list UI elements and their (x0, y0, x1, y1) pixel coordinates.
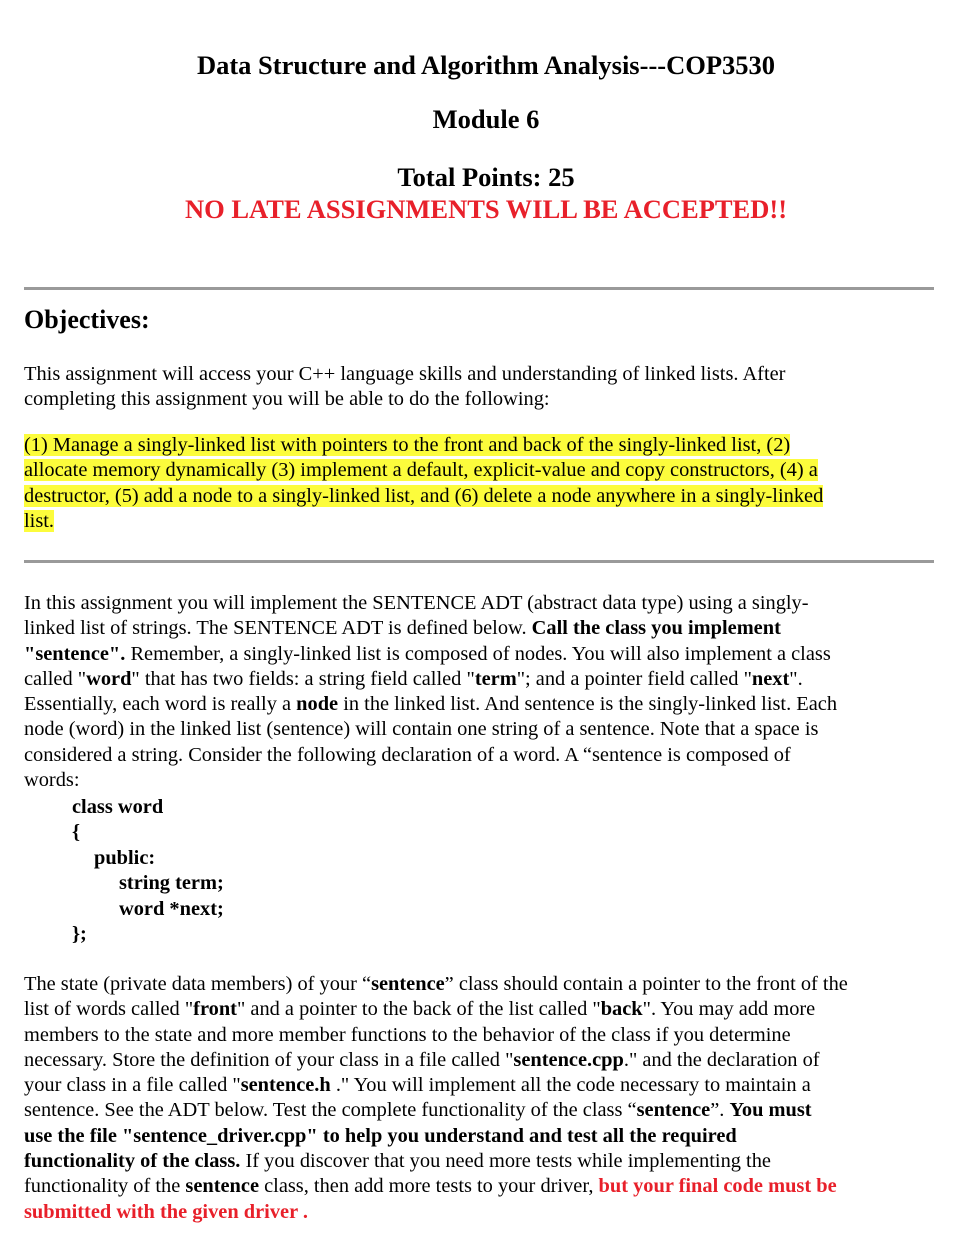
description-line: called "word" that has two fields: a string field called "term"; and a pointer field called "next". (24, 667, 803, 690)
highlight-line: destructor, (5) add a node to a singly-linked list, and (6) delete a node anywhere in a singly-linked (24, 484, 824, 507)
code-line-class: class word (72, 796, 164, 818)
late-notice: NO LATE ASSIGNMENTS WILL BE ACCEPTED!! (184, 194, 788, 224)
objectives-heading: Objectives: (24, 305, 150, 334)
highlight-line: allocate memory dynamically (3) implement a default, explicit-value and copy constructors, (4) a (24, 459, 818, 482)
highlight-line: list. (24, 509, 55, 532)
description-line: considered a string. Consider the following declaration of a word. A “sentence is composed of (24, 743, 791, 766)
code-line-next: word *next; (119, 898, 224, 920)
description-line: "sentence". Remember, a singly-linked list is composed of nodes. You will also implement a class (24, 642, 831, 665)
assignment-description (24, 591, 837, 793)
description-line: Essentially, each word is really a node in the linked list. And sentence is the singly-linked list. Each (24, 693, 838, 716)
state-line: submitted with the given driver . (24, 1200, 308, 1223)
course-title: Data Structure and Algorithm Analysis---COP3530 (196, 50, 776, 80)
description-line: linked list of strings. The SENTENCE ADT is defined below. Call the class you implement (24, 617, 781, 640)
state-line: members to the state and more member functions to the behavior of the class if you determine (24, 1023, 791, 1046)
state-line: your class in a file called "sentence.h ." You will implement all the code necessary to maintain a (24, 1074, 811, 1097)
highlight-line: (1) Manage a singly-linked list with pointers to the front and back of the singly-linked list, (2) (24, 434, 791, 456)
code-line-open-brace: { (72, 821, 81, 843)
intro-line: completing this assignment you will be able to do the following: (24, 388, 550, 411)
description-line: words: (24, 769, 80, 792)
state-line: list of words called "front" and a pointer to the back of the list called "back". You may add more (24, 998, 816, 1021)
module-heading: Module 6 (432, 104, 540, 134)
state-line: The state (private data members) of your “sentence” class should contain a pointer to the front of the (24, 973, 848, 995)
state-line: necessary. Store the definition of your class in a file called "sentence.cpp." and the declaration of (24, 1048, 820, 1071)
state-line: use the file "sentence_driver.cpp" to help you understand and test all the required (24, 1124, 737, 1147)
code-line-term: string term; (119, 872, 224, 894)
code-line-close-brace: }; (72, 923, 87, 945)
state-description (24, 972, 848, 1225)
state-line: functionality of the sentence class, then add more tests to your driver, but your final code must be (24, 1175, 837, 1198)
description-line: In this assignment you will implement the SENTENCE ADT (abstract data type) using a singly- (24, 592, 809, 614)
objectives-intro (24, 362, 785, 413)
code-line-public: public: (94, 847, 156, 869)
divider-middle (24, 560, 934, 563)
state-line: functionality of the class. If you discover that you need more tests while implementing the (24, 1150, 771, 1173)
intro-line: This assignment will access your C++ language skills and understanding of linked lists. After (24, 363, 786, 385)
state-line: sentence. See the ADT below. Test the complete functionality of the class “sentence”. You must (24, 1099, 812, 1122)
divider-top (24, 287, 934, 290)
description-line: node (word) in the linked list (sentence) will contain one string of a sentence. Note that a space is (24, 718, 819, 741)
total-points: Total Points: 25 (397, 162, 575, 192)
objectives-list-highlighted (24, 433, 823, 534)
